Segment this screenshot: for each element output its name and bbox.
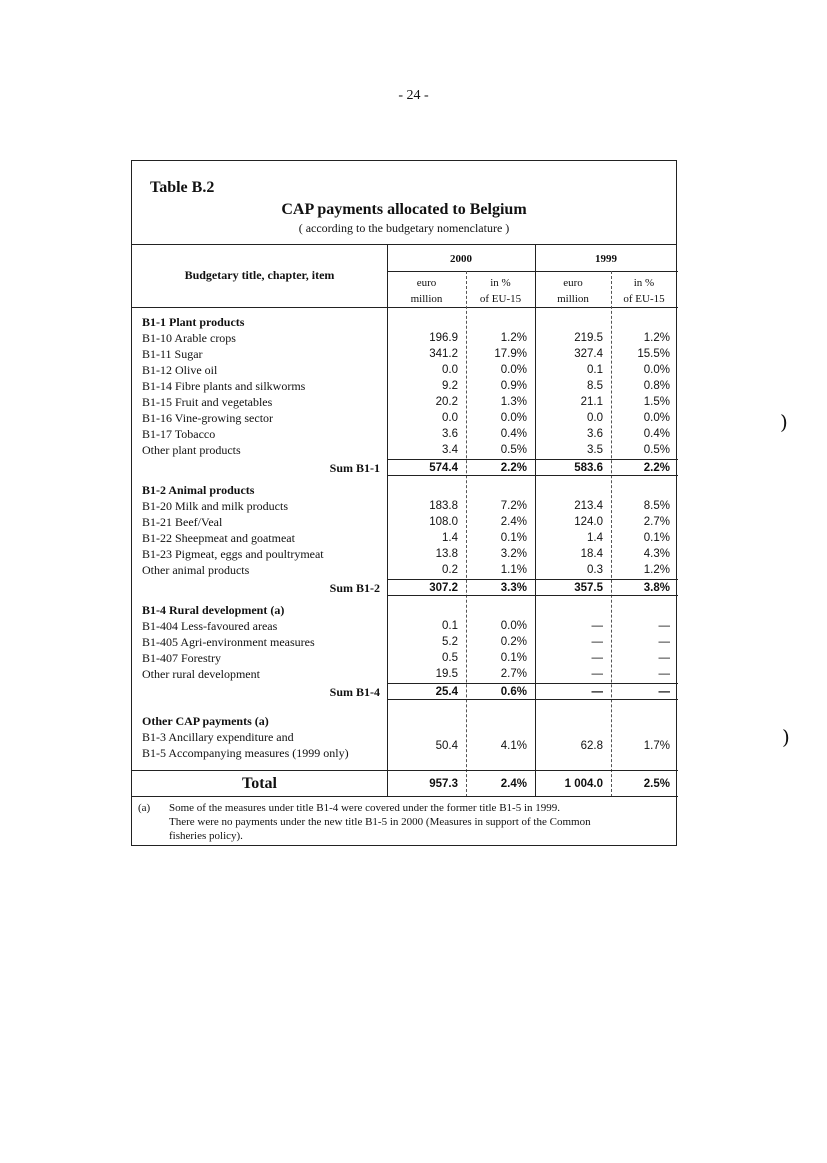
- cell-value-1999: 8.5: [587, 380, 603, 392]
- other-cap-line1: B1-3 Ancillary expenditure and: [142, 730, 294, 744]
- table-frame: [131, 160, 677, 846]
- row-label: B1-22 Sheepmeat and goatmeat: [142, 531, 295, 545]
- row-label: B1-11 Sugar: [142, 347, 203, 361]
- header-bottom-rule: [132, 307, 678, 308]
- row-label: Other rural development: [142, 667, 260, 681]
- table-label: Table B.2: [150, 179, 215, 196]
- row-label: B1-407 Forestry: [142, 651, 221, 665]
- sum4-top-rule: [387, 683, 678, 684]
- cell-pct-2000: 3.2%: [500, 548, 527, 560]
- row-label: B1-405 Agri-environment measures: [142, 635, 315, 649]
- total-bottom-rule: [132, 796, 678, 797]
- eu15-1999: of EU-15: [623, 293, 665, 305]
- other-cap-line2: B1-5 Accompanying measures (1999 only): [142, 746, 349, 760]
- cell-pct-1999: 1.5%: [643, 396, 670, 408]
- row-label: B1-17 Tobacco: [142, 427, 216, 441]
- row-label: B1-23 Pigmeat, eggs and poultrymeat: [142, 547, 324, 561]
- cell-pct-1999: —: [658, 636, 670, 648]
- total-pct-1999: 2.5%: [643, 778, 670, 790]
- cell-value-2000: 3.4: [442, 444, 458, 456]
- cell-pct-1999: 1.2%: [643, 332, 670, 344]
- pct-1999: in %: [633, 277, 655, 289]
- cell-value-1999: 1.4: [587, 532, 603, 544]
- cell-value-1999: 124.0: [574, 516, 603, 528]
- other-cap-value-1999: 62.8: [580, 740, 603, 752]
- other-cap-value-2000: 50.4: [435, 740, 458, 752]
- cell-value-1999: 327.4: [574, 348, 603, 360]
- cell-value-2000: 13.8: [435, 548, 458, 560]
- table-header-block: [132, 161, 676, 245]
- year-1999-header: 1999: [595, 253, 617, 265]
- row-label: B1-16 Vine-growing sector: [142, 411, 274, 425]
- row-label: B1-10 Arable crops: [142, 331, 236, 345]
- cell-pct-1999: 15.5%: [637, 348, 670, 360]
- cell-pct-2000: 17.9%: [494, 348, 527, 360]
- column-header-title: Budgetary title, chapter, item: [184, 268, 335, 282]
- cell-pct-2000: 1.2%: [500, 332, 527, 344]
- cell-value-2000: 0.0: [442, 364, 458, 376]
- cell-pct-1999: —: [658, 668, 670, 680]
- cell-pct-1999: —: [658, 652, 670, 664]
- cell-value-2000: 307.2: [429, 582, 458, 594]
- pct-2000: in %: [490, 277, 511, 289]
- cell-pct-2000: 3.3%: [500, 582, 527, 594]
- million-2000: million: [410, 293, 443, 305]
- row-label: Other plant products: [142, 443, 241, 457]
- cell-pct-1999: 8.5%: [643, 500, 670, 512]
- cell-value-1999: —: [591, 668, 603, 680]
- cell-pct-2000: 0.0%: [500, 364, 527, 376]
- cell-value-1999: 219.5: [574, 332, 603, 344]
- cell-pct-1999: —: [658, 686, 670, 698]
- footnote-line1: Some of the measures under title B1-4 were covered under the former title B1-5 in 1999.: [169, 802, 560, 814]
- table-subtitle: ( according to the budgetary nomenclature ): [298, 221, 510, 235]
- footnote-line3: fisheries policy).: [169, 830, 243, 842]
- cell-pct-2000: 2.4%: [500, 516, 527, 528]
- total-top-rule: [132, 770, 678, 771]
- cell-pct-1999: 2.2%: [643, 462, 670, 474]
- cell-value-1999: 0.1: [587, 364, 603, 376]
- cell-pct-1999: 1.2%: [643, 564, 670, 576]
- total-label: Total: [242, 775, 277, 792]
- cell-value-2000: 108.0: [429, 516, 458, 528]
- cell-value-1999: 0.0: [587, 412, 603, 424]
- cell-value-1999: 357.5: [574, 582, 603, 594]
- cell-value-2000: 196.9: [429, 332, 458, 344]
- cell-value-2000: 0.2: [442, 564, 458, 576]
- cell-value-2000: 0.0: [442, 412, 458, 424]
- page-number: - 24 -: [398, 88, 429, 103]
- other-cap-title: Other CAP payments (a): [142, 714, 269, 728]
- cell-pct-2000: 0.4%: [500, 428, 527, 440]
- row-label: B1-12 Olive oil: [142, 363, 218, 377]
- cell-value-2000: 9.2: [442, 380, 458, 392]
- cell-value-2000: 0.5: [442, 652, 458, 664]
- cell-pct-2000: 0.1%: [500, 532, 527, 544]
- cell-value-1999: —: [591, 652, 603, 664]
- cell-value-2000: 3.6: [442, 428, 458, 440]
- row-label: Other animal products: [142, 563, 250, 577]
- cell-pct-2000: 0.6%: [500, 686, 527, 698]
- sum2-bottom-rule: [387, 595, 678, 596]
- year-2000-header: 2000: [450, 253, 472, 265]
- cell-value-1999: 0.3: [587, 564, 603, 576]
- cell-pct-1999: 0.8%: [643, 380, 670, 392]
- row-label: B1-14 Fibre plants and silkworms: [142, 379, 306, 393]
- row-label: B1-15 Fruit and vegetables: [142, 395, 273, 409]
- cell-value-1999: 583.6: [574, 462, 603, 474]
- year-underline: [387, 271, 678, 272]
- footnote-line2: There were no payments under the new title B1-5 in 2000 (Measures in support of the Common: [169, 816, 591, 828]
- cell-value-2000: 183.8: [429, 500, 458, 512]
- cell-value-2000: 1.4: [442, 532, 458, 544]
- cell-pct-1999: 0.0%: [643, 412, 670, 424]
- euro-1999: euro: [563, 277, 583, 289]
- cell-pct-1999: 0.5%: [643, 444, 670, 456]
- cell-pct-1999: 0.1%: [643, 532, 670, 544]
- cell-pct-1999: 4.3%: [643, 548, 670, 560]
- cell-pct-2000: 0.5%: [500, 444, 527, 456]
- cell-value-1999: 3.6: [587, 428, 603, 440]
- cell-pct-2000: 0.9%: [500, 380, 527, 392]
- cell-pct-2000: 0.2%: [500, 636, 527, 648]
- sum-label: Sum B1-4: [329, 685, 380, 699]
- total-pct-2000: 2.4%: [500, 778, 527, 790]
- cell-pct-2000: 2.7%: [500, 668, 527, 680]
- footnote-marker: (a): [138, 802, 151, 814]
- cell-value-2000: 20.2: [435, 396, 458, 408]
- row-label: B1-21 Beef/Veal: [142, 515, 223, 529]
- cell-value-1999: 18.4: [580, 548, 603, 560]
- cell-value-2000: 341.2: [429, 348, 458, 360]
- cell-value-2000: 5.2: [442, 636, 458, 648]
- sum2-top-rule: [387, 579, 678, 580]
- cell-pct-1999: 3.8%: [643, 582, 670, 594]
- cell-pct-2000: 1.3%: [500, 396, 527, 408]
- cell-value-2000: 19.5: [435, 668, 458, 680]
- sum-label: Sum B1-1: [329, 461, 380, 475]
- sum4-bottom-rule: [387, 699, 678, 700]
- section-heading: B1-1 Plant products: [142, 315, 245, 329]
- eu15-2000: of EU-15: [479, 293, 522, 305]
- cell-pct-2000: 1.1%: [500, 564, 527, 576]
- cell-pct-2000: 0.0%: [500, 620, 527, 632]
- cell-value-1999: 213.4: [574, 500, 603, 512]
- sum1-bottom-rule: [387, 475, 678, 476]
- cell-pct-2000: 2.2%: [500, 462, 527, 474]
- row-label: B1-20 Milk and milk products: [142, 499, 288, 513]
- total-value-1999: 1 004.0: [564, 778, 603, 790]
- cell-value-2000: 574.4: [429, 462, 458, 474]
- cell-pct-1999: 0.0%: [643, 364, 670, 376]
- punch-hole-mark-lower: ): [782, 725, 790, 749]
- cell-value-1999: —: [591, 636, 603, 648]
- cell-pct-2000: 0.1%: [500, 652, 527, 664]
- cell-value-1999: 3.5: [587, 444, 603, 456]
- punch-hole-mark-upper: ): [780, 410, 788, 434]
- cell-pct-2000: 7.2%: [500, 500, 527, 512]
- row-label: B1-404 Less-favoured areas: [142, 619, 278, 633]
- cell-value-1999: —: [591, 686, 603, 698]
- euro-2000: euro: [416, 277, 437, 289]
- cell-pct-1999: —: [658, 620, 670, 632]
- cell-pct-1999: 2.7%: [643, 516, 670, 528]
- cell-value-1999: 21.1: [580, 396, 603, 408]
- cell-value-2000: 25.4: [435, 686, 458, 698]
- cell-value-2000: 0.1: [442, 620, 458, 632]
- other-cap-pct-2000: 4.1%: [500, 740, 527, 752]
- table-title: CAP payments allocated to Belgium: [281, 201, 527, 218]
- million-1999: million: [557, 293, 589, 305]
- section-heading: B1-4 Rural development (a): [142, 603, 285, 617]
- sum-label: Sum B1-2: [329, 581, 380, 595]
- sum1-top-rule: [387, 459, 678, 460]
- total-value-2000: 957.3: [429, 778, 458, 790]
- cell-pct-2000: 0.0%: [500, 412, 527, 424]
- cell-pct-1999: 0.4%: [643, 428, 670, 440]
- cell-value-1999: —: [591, 620, 603, 632]
- section-heading: B1-2 Animal products: [142, 483, 255, 497]
- other-cap-pct-1999: 1.7%: [643, 740, 670, 752]
